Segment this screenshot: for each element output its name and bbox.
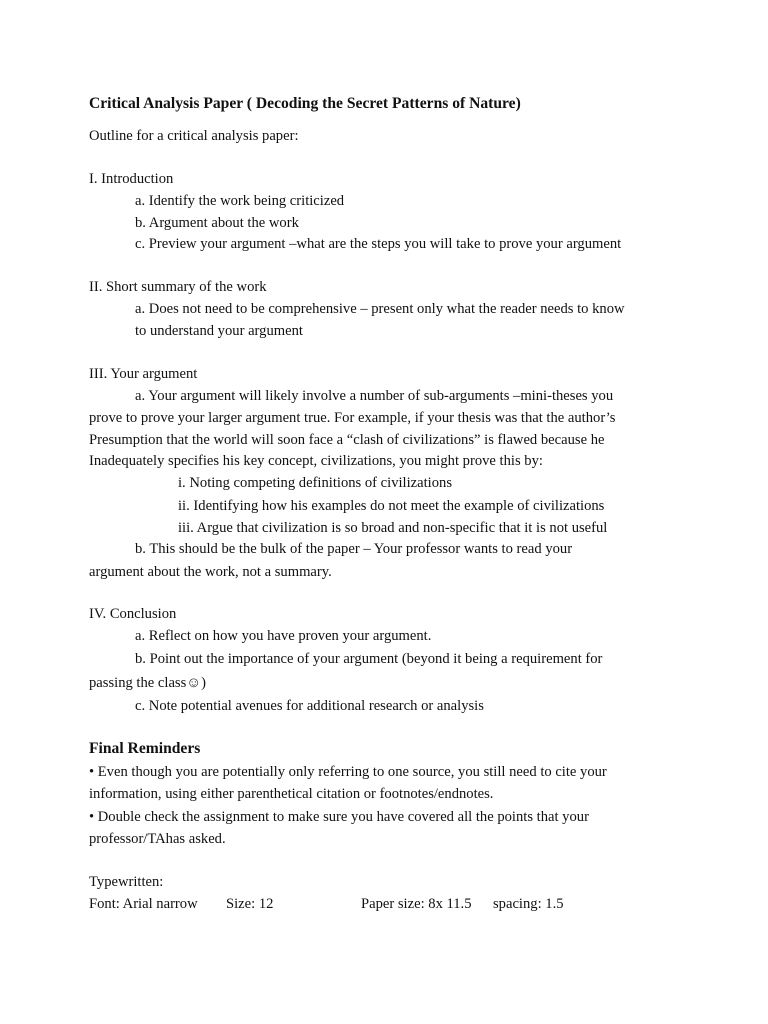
paragraph-line: prove to prove your larger argument true. For example, if your thesis was that the author’s [89, 410, 616, 426]
reminder-item-continued: professor/TAhas asked. [89, 831, 226, 847]
paragraph-line: passing the class☺) [89, 675, 207, 691]
font-spec: Font: Arial narrow [89, 896, 198, 912]
paragraph-line: Inadequately specifies his key concept, civilizations, you might prove this by: [89, 453, 543, 469]
list-item: b. Point out the importance of your argument (beyond it being a requirement for [135, 651, 603, 667]
list-item-continued: to understand your argument [135, 323, 303, 339]
spacing-spec: spacing: 1.5 [493, 896, 564, 912]
document-title: Critical Analysis Paper ( Decoding the Secret Patterns of Nature) [89, 95, 521, 112]
list-item: c. Note potential avenues for additional research or analysis [135, 698, 484, 714]
paper-size-spec: Paper size: 8x 11.5 [361, 896, 472, 912]
section-heading-argument: III. Your argument [89, 366, 198, 382]
list-item: b. This should be the bulk of the paper – Your professor wants to read your [135, 541, 573, 557]
list-item: c. Preview your argument –what are the steps you will take to prove your argument [135, 236, 622, 252]
reminder-item-continued: information, using either parenthetical citation or footnotes/endnotes. [89, 786, 494, 802]
sub-list-item: iii. Argue that civilization is so broad and non-specific that it is not useful [178, 520, 608, 536]
outline-intro: Outline for a critical analysis paper: [89, 128, 299, 144]
typewritten-label: Typewritten: [89, 874, 164, 890]
section-heading-summary: II. Short summary of the work [89, 279, 267, 295]
reminders-heading: Final Reminders [89, 740, 201, 757]
reminder-item: • Double check the assignment to make sure you have covered all the points that your [89, 809, 589, 825]
sub-list-item: i. Noting competing definitions of civilizations [178, 475, 452, 491]
section-heading-introduction: I. Introduction [89, 171, 174, 187]
list-item: b. Argument about the work [135, 215, 299, 231]
list-item: a. Your argument will likely involve a number of sub-arguments –mini-theses you [135, 388, 614, 404]
size-spec: Size: 12 [226, 896, 274, 912]
reminder-item: • Even though you are potentially only referring to one source, you still need to cite your [89, 764, 607, 780]
list-item: a. Identify the work being criticized [135, 193, 345, 209]
sub-list-item: ii. Identifying how his examples do not meet the example of civilizations [178, 498, 605, 514]
paragraph-line: Presumption that the world will soon face a “clash of civilizations” is flawed because he [89, 432, 605, 448]
section-heading-conclusion: IV. Conclusion [89, 606, 177, 622]
list-item: a. Does not need to be comprehensive – present only what the reader needs to know [135, 301, 625, 317]
list-item: a. Reflect on how you have proven your argument. [135, 628, 432, 644]
paragraph-line: argument about the work, not a summary. [89, 564, 332, 580]
